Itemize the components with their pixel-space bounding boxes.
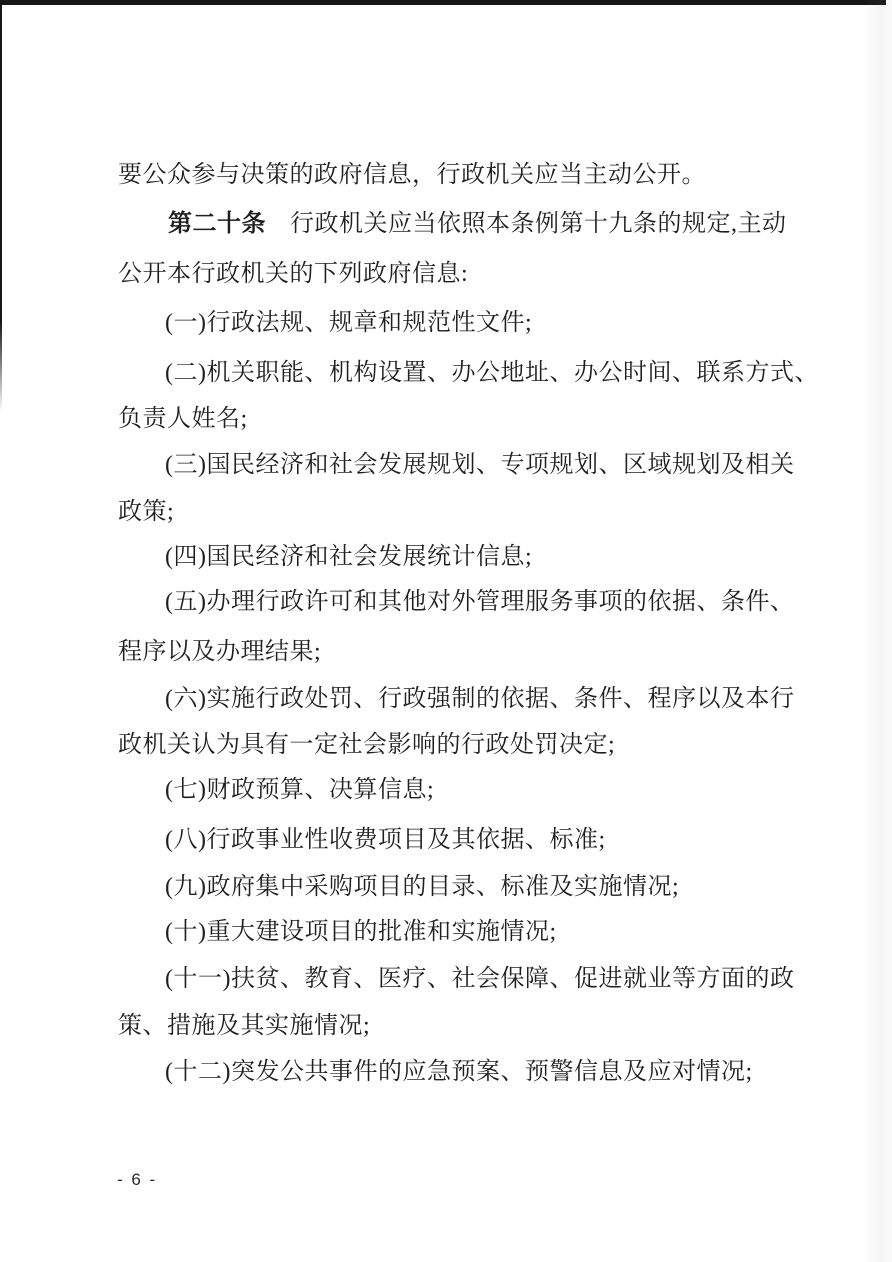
list-item-3-continuation: 政策; bbox=[118, 499, 175, 525]
list-item-3: (三)国民经济和社会发展规划、专项规划、区域规划及相关 bbox=[165, 452, 795, 478]
article-20-heading-line bbox=[168, 207, 787, 241]
scan-top-edge bbox=[0, 0, 886, 5]
article-20-lead-text: 行政机关应当依照本条例第十九条的规定,主动 bbox=[290, 211, 787, 237]
document-line: 公开本行政机关的下列政府信息: bbox=[118, 261, 469, 287]
list-item-4: (四)国民经济和社会发展统计信息; bbox=[165, 544, 533, 570]
list-item-5-continuation: 程序以及办理结果; bbox=[118, 639, 322, 665]
list-item-7: (七)财政预算、决算信息; bbox=[165, 777, 435, 803]
list-item-2-continuation: 负责人姓名; bbox=[118, 406, 248, 432]
scan-left-edge bbox=[0, 0, 2, 412]
list-item-11: (十一)扶贫、教育、医疗、社会保障、促进就业等方面的政 bbox=[165, 966, 795, 992]
list-item-11-continuation: 策、措施及其实施情况; bbox=[118, 1013, 371, 1039]
article-number-bold: 第二十条 bbox=[168, 211, 266, 237]
list-item-6-continuation: 政机关认为具有一定社会影响的行政处罚决定; bbox=[118, 732, 616, 758]
scan-right-shadow bbox=[858, 0, 892, 1262]
list-item-1: (一)行政法规、规章和规范性文件; bbox=[165, 310, 533, 336]
list-item-2: (二)机关职能、机构设置、办公地址、办公时间、联系方式、 bbox=[165, 360, 819, 386]
list-item-5: (五)办理行政许可和其他对外管理服务事项的依据、条件、 bbox=[165, 589, 795, 615]
document-line: 要公众参与决策的政府信息，行政机关应当主动公开。 bbox=[118, 162, 706, 188]
page-number: - 6 - bbox=[117, 1170, 158, 1189]
list-item-9: (九)政府集中采购项目的目录、标准及实施情况; bbox=[165, 874, 680, 900]
list-item-6: (六)实施行政处罚、行政强制的依据、条件、程序以及本行 bbox=[165, 686, 795, 712]
list-item-8: (八)行政事业性收费项目及其依据、标准; bbox=[165, 827, 606, 853]
list-item-10: (十)重大建设项目的批准和实施情况; bbox=[165, 919, 557, 945]
list-item-12: (十二)突发公共事件的应急预案、预警信息及应对情况; bbox=[165, 1059, 753, 1085]
heading-gap bbox=[266, 230, 290, 231]
